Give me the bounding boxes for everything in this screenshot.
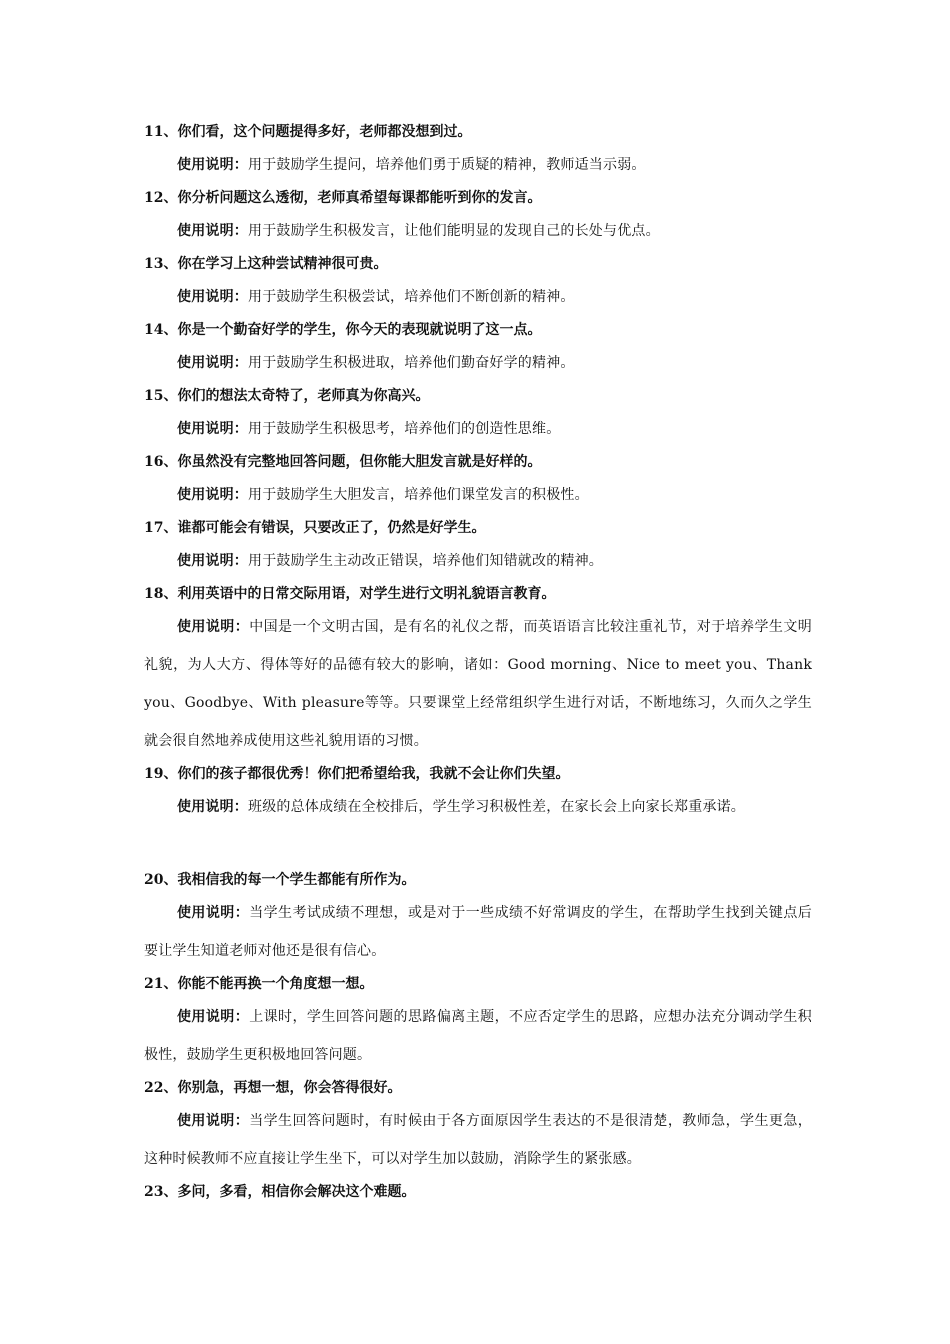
usage-note: [144, 287, 812, 307]
usage-note: [144, 419, 812, 439]
item-heading: 19、你们的孩子都很优秀！你们把希望给我，我就不会让你们失望。: [144, 766, 570, 782]
usage-label: 使用说明：: [177, 1009, 250, 1025]
usage-label: 使用说明：: [177, 487, 248, 503]
usage-note: [144, 485, 812, 505]
item-heading: 13、你在学习上这种尝试精神很可贵。: [144, 256, 388, 272]
usage-text: 用于鼓励学生大胆发言，培养他们课堂发言的积极性。: [248, 487, 589, 503]
item-20: [144, 870, 812, 970]
item-heading: 15、你们的想法太奇特了，老师真为你高兴。: [144, 388, 430, 404]
usage-note: [144, 353, 812, 373]
usage-text: 用于鼓励学生提问，培养他们勇于质疑的精神，教师适当示弱。: [248, 157, 646, 173]
item-heading: 18、利用英语中的日常交际用语，对学生进行文明礼貌语言教育。: [144, 586, 556, 602]
usage-label: 使用说明：: [177, 223, 248, 239]
item-19: [144, 764, 812, 817]
usage-text: 班级的总体成绩在全校排后，学生学习积极性差，在家长会上向家长郑重承诺。: [248, 799, 745, 815]
item-heading: 23、多问，多看，相信你会解决这个难题。: [144, 1184, 416, 1200]
usage-text: 当学生回答问题时，有时候由于各方面原因学生表达的不是很清楚，教师急，学生更急，这种时候教师不应直接让学生坐下，可以对学生加以鼓励，消除学生的紧张感。: [144, 1113, 812, 1167]
list-item: [144, 254, 812, 307]
usage-note: [144, 797, 812, 817]
item-21: [144, 974, 812, 1074]
usage-text: 用于鼓励学生积极思考，培养他们的创造性思维。: [248, 421, 561, 437]
usage-label: 使用说明：: [177, 799, 248, 815]
usage-label: 使用说明：: [177, 289, 248, 305]
list-item: [144, 188, 812, 241]
item-heading: 22、你别急，再想一想，你会答得很好。: [144, 1080, 402, 1096]
usage-note: [144, 1102, 812, 1178]
item-list: [144, 122, 812, 571]
list-item: [144, 386, 812, 439]
item-22: [144, 1078, 812, 1178]
item-heading: 11、你们看，这个问题提得多好，老师都没想到过。: [144, 124, 472, 140]
usage-text: 用于鼓励学生主动改正错误，培养他们知错就改的精神。: [248, 553, 603, 569]
usage-label: 使用说明：: [177, 1113, 250, 1129]
usage-note: [144, 221, 812, 241]
usage-text: 用于鼓励学生积极发言，让他们能明显的发现自己的长处与优点。: [248, 223, 660, 239]
usage-label: 使用说明：: [177, 619, 250, 635]
list-item: [144, 518, 812, 571]
item-heading: 21、你能不能再换一个角度想一想。: [144, 976, 374, 992]
usage-label: 使用说明：: [177, 421, 248, 437]
item-heading: 16、你虽然没有完整地回答问题，但你能大胆发言就是好样的。: [144, 454, 542, 470]
document-body: [144, 122, 812, 1215]
item-heading: 14、你是一个勤奋好学的学生，你今天的表现就说明了这一点。: [144, 322, 542, 338]
item-23: [144, 1182, 812, 1202]
usage-text: 上课时，学生回答问题的思路偏离主题，不应否定学生的思路，应想办法充分调动学生积极性，鼓励学生更积极地回答问题。: [144, 1009, 812, 1063]
usage-note: [144, 998, 812, 1074]
list-item: [144, 320, 812, 373]
usage-label: 使用说明：: [177, 157, 248, 173]
list-item: [144, 452, 812, 505]
usage-label: 使用说明：: [177, 553, 248, 569]
usage-note: [144, 551, 812, 571]
usage-text: 当学生考试成绩不理想，或是对于一些成绩不好常调皮的学生，在帮助学生找到关键点后要让学生知道老师对他还是很有信心。: [144, 905, 812, 959]
usage-text: 中国是一个文明古国，是有名的礼仪之帮，而英语语言比较注重礼节，对于培养学生文明礼貌，为人大方、得体等好的品德有较大的影响，诸如：Good morning、Nice to meet you、Thank you、Goodbye、With pleasure等等。只要课堂上经常组织学生进行对话，不断地练习，久而久之学生就会很自然地养成使用这些礼貌用语的习惯。: [144, 619, 812, 749]
usage-note: [144, 155, 812, 175]
item-heading: 12、你分析问题这么透彻，老师真希望每课都能听到你的发言。: [144, 190, 542, 206]
item-18: [144, 584, 812, 760]
list-item: [144, 122, 812, 175]
item-heading: 17、谁都可能会有错误，只要改正了，仍然是好学生。: [144, 520, 486, 536]
paragraph-spacer: [144, 830, 812, 870]
usage-label: 使用说明：: [177, 355, 248, 371]
item-heading: 20、我相信我的每一个学生都能有所作为。: [144, 872, 416, 888]
usage-text: 用于鼓励学生积极进取，培养他们勤奋好学的精神。: [248, 355, 575, 371]
usage-text: 用于鼓励学生积极尝试，培养他们不断创新的精神。: [248, 289, 575, 305]
usage-label: 使用说明：: [177, 905, 250, 921]
usage-note: [144, 894, 812, 970]
usage-note: [144, 608, 812, 760]
